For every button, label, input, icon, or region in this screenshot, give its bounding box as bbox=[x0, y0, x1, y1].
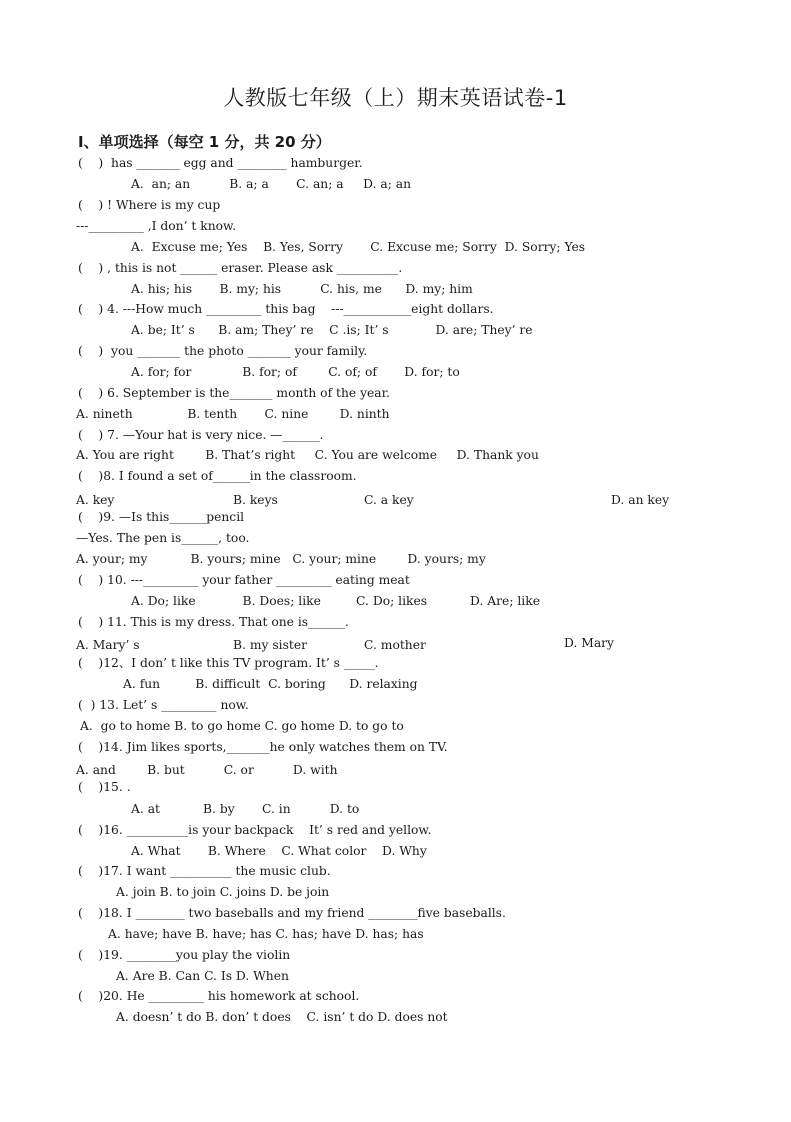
option-c: C. a key bbox=[364, 493, 414, 507]
question-line: ---_________ ,I don’ t know. bbox=[76, 219, 236, 233]
option-d: D. an key bbox=[611, 493, 670, 507]
question-line: ( )8. I found a set of______in the classroom. bbox=[78, 469, 357, 483]
options-line: A. doesn’ t do B. don’ t does C. isn’ t do D. does not bbox=[116, 1010, 448, 1024]
options-line: A. an; an B. a; a C. an; a D. a; an bbox=[131, 177, 412, 191]
question-line: ( ) ! Where is my cup bbox=[78, 198, 221, 212]
option-a: A. Mary’ s bbox=[76, 638, 140, 652]
question-line: ( ) 11. This is my dress. That one is______. bbox=[78, 615, 349, 629]
options-line: A. have; have B. have; has C. has; have D. has; has bbox=[108, 927, 424, 941]
options-line: A. nineth B. tenth C. nine D. ninth bbox=[76, 407, 390, 421]
options-line: A. your; my B. yours; mine C. your; mine D. yours; my bbox=[76, 552, 486, 566]
option-a: A. key bbox=[76, 493, 115, 507]
options-line: A. What B. Where C. What color D. Why bbox=[131, 844, 427, 858]
question-line: ( )12、I don’ t like this TV program. It’ s _____. bbox=[78, 656, 379, 670]
question-line: ( ) , this is not ______ eraser. Please ask __________. bbox=[78, 261, 403, 275]
options-line: A. for; for B. for; of C. of; of D. for; to bbox=[131, 365, 460, 379]
question-line: ( )17. I want __________ the music club. bbox=[78, 864, 331, 878]
options-line: A. Are B. Can C. Is D. When bbox=[116, 969, 289, 983]
question-line: ( )15. . bbox=[78, 780, 131, 794]
question-line: ( ) 4. ---How much _________ this bag ---___________eight dollars. bbox=[78, 302, 494, 316]
question-line: ( ) 7. —Your hat is very nice. —______. bbox=[78, 428, 324, 442]
options-line: A. at B. by C. in D. to bbox=[131, 802, 360, 816]
question-line: ( ) 10. ---_________ your father _________ eating meat bbox=[78, 573, 410, 587]
option-c: C. mother bbox=[364, 638, 426, 652]
option-b: B. my sister bbox=[233, 638, 308, 652]
question-line: ( )19. ________you play the violin bbox=[78, 948, 291, 962]
options-line: A. his; his B. my; his C. his, me D. my; him bbox=[131, 282, 473, 296]
section-heading: I、单项选择（每空 1 分，共 20 分） bbox=[78, 133, 331, 151]
options-line: A. fun B. difficult C. boring D. relaxing bbox=[123, 677, 418, 691]
options-line: A. Do; like B. Does; like C. Do; likes D. Are; like bbox=[131, 594, 540, 608]
question-line: ( )16. __________is your backpack It’ s red and yellow. bbox=[78, 823, 432, 837]
option-b: B. keys bbox=[233, 493, 278, 507]
question-line: ( ) 6. September is the_______ month of the year. bbox=[78, 386, 391, 400]
options-line: A. and B. but C. or D. with bbox=[76, 763, 338, 777]
question-line: ( )9. —Is this______pencil bbox=[78, 510, 245, 524]
option-d: D. Mary bbox=[564, 636, 614, 650]
options-line: A. join B. to join C. joins D. be join bbox=[116, 885, 330, 899]
question-line: ( )18. I ________ two baseballs and my friend ________five baseballs. bbox=[78, 906, 506, 920]
question-line: —Yes. The pen is______, too. bbox=[76, 531, 250, 545]
question-line: ( ) 13. Let’ s _________ now. bbox=[78, 698, 249, 712]
options-line: A. go to home B. to go home C. go home D. to go to bbox=[80, 719, 404, 733]
question-line: ( ) has _______ egg and ________ hamburger. bbox=[78, 156, 363, 170]
options-line: A. You are right B. That’s right C. You are welcome D. Thank you bbox=[76, 448, 539, 462]
question-line: ( )20. He _________ his homework at school. bbox=[78, 989, 360, 1003]
page-title: 人教版七年级（上）期末英语试卷-1 bbox=[223, 86, 568, 110]
options-line: A. be; It’ s B. am; They’ re C .is; It’ s D. are; They’ re bbox=[131, 323, 533, 337]
question-line: ( ) you _______ the photo _______ your family. bbox=[78, 344, 368, 358]
question-line: ( )14. Jim likes sports,_______he only watches them on TV. bbox=[78, 740, 448, 754]
options-line: A. Excuse me; Yes B. Yes, Sorry C. Excuse me; Sorry D. Sorry; Yes bbox=[131, 240, 586, 254]
